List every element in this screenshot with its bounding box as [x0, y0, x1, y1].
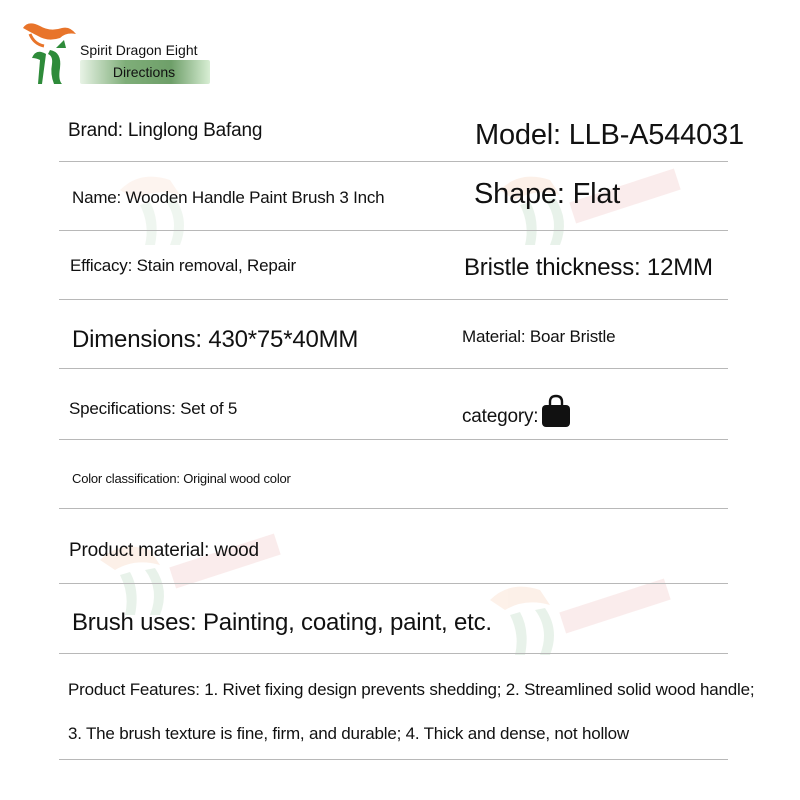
- brand-text: Brand: Linglong Bafang: [68, 120, 263, 141]
- product-features-line1: Product Features: 1. Rivet fixing design prevents shedding; 2. Streamlined solid wood handle;: [68, 680, 755, 699]
- product-features-line2: 3. The brush texture is fine, firm, and durable; 4. Thick and dense, not hollow: [68, 724, 629, 743]
- brush-uses-text: Brush uses: Painting, coating, paint, etc.: [72, 609, 492, 636]
- table-divider: [59, 439, 728, 440]
- table-divider: [59, 759, 728, 760]
- brand-logo: [20, 18, 200, 88]
- logo-text-line2: Directions: [112, 64, 176, 80]
- model-text: Model: LLB-A544031: [475, 119, 744, 151]
- table-divider: [59, 230, 728, 231]
- specifications-text: Specifications: Set of 5: [69, 399, 238, 418]
- dragon-logo-icon: [20, 18, 82, 88]
- category-row: [462, 394, 572, 428]
- table-divider: [59, 368, 728, 369]
- material-text: Material: Boar Bristle: [462, 327, 616, 346]
- table-divider: [59, 583, 728, 584]
- table-divider: [59, 161, 728, 162]
- name-text: Name: Wooden Handle Paint Brush 3 Inch: [72, 188, 385, 207]
- product-material-text: Product material: wood: [69, 540, 259, 561]
- table-divider: [59, 653, 728, 654]
- color-classification-text: Color classification: Original wood color: [72, 471, 291, 486]
- dimensions-text: Dimensions: 430*75*40MM: [72, 326, 359, 353]
- shopping-bag-icon: [540, 394, 572, 428]
- efficacy-text: Efficacy: Stain removal, Repair: [70, 256, 296, 275]
- table-divider: [59, 508, 728, 509]
- shape-text: Shape: Flat: [474, 178, 621, 210]
- category-text: category:: [462, 406, 539, 427]
- bristle-thickness-text: Bristle thickness: 12MM: [464, 254, 713, 281]
- table-divider: [59, 299, 728, 300]
- logo-text-line1: Spirit Dragon Eight: [80, 42, 198, 58]
